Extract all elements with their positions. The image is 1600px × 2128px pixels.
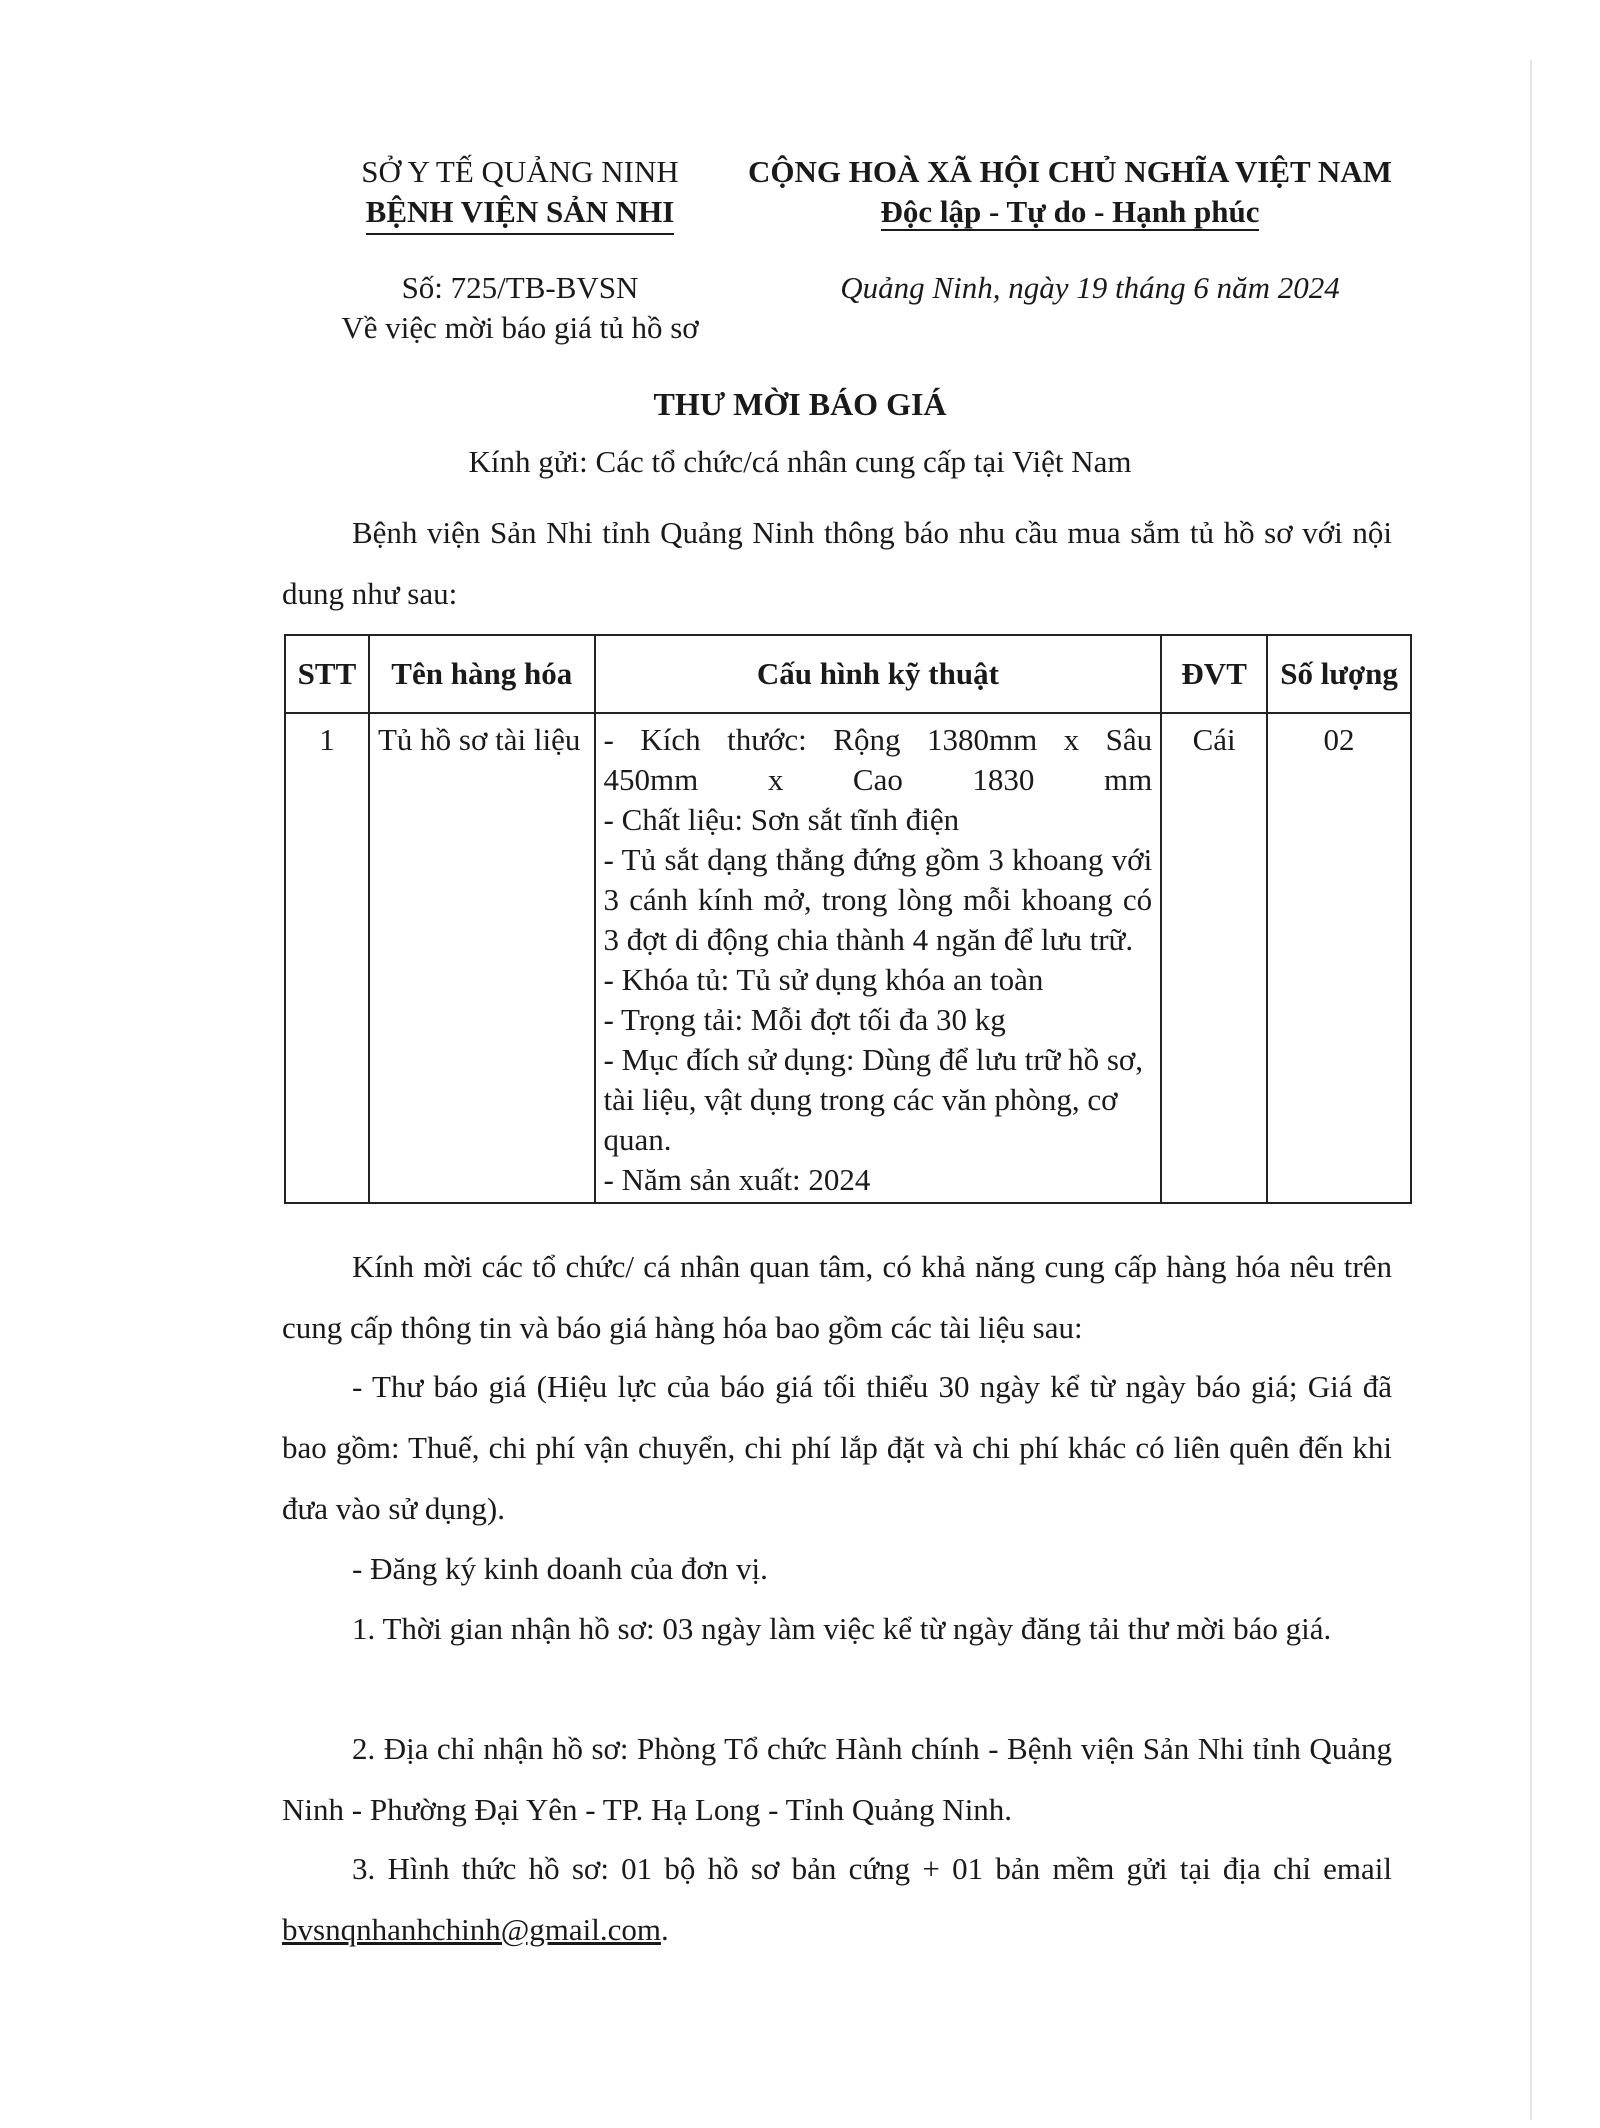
intro-text: Bệnh viện Sản Nhi tỉnh Quảng Ninh thông báo nhu cầu mua sắm tủ hồ sơ với nội dung như sau: <box>282 515 1392 611</box>
header-name: Tên hàng hóa <box>369 635 595 713</box>
table-row <box>285 713 1411 1203</box>
table-header-row <box>285 635 1411 713</box>
document-title: THƯ MỜI BÁO GIÁ <box>653 386 947 422</box>
header-stt: STT <box>285 635 369 713</box>
invite-paragraph <box>282 1236 1392 1358</box>
point-3-text: 3. Hình thức hồ sơ: 01 bộ hồ sơ bản cứng + 01 bản mềm gửi tại địa chỉ email <box>352 1851 1392 1886</box>
spec-line: - Khóa tủ: Tủ sử dụng khóa an toàn <box>603 962 1044 997</box>
spec-line: - Kích thước: Rộng 1380mm x Sâu <box>603 722 1153 757</box>
point-2-text: 2. Địa chỉ nhận hồ sơ: Phòng Tổ chức Hành chính - Bệnh viện Sản Nhi tỉnh Quảng Ninh - Phường Đại Yên - TP. Hạ Long - Tỉnh Quảng Ninh. <box>282 1731 1392 1827</box>
cell-spec <box>595 713 1162 1203</box>
cell-quantity: 02 <box>1267 713 1411 1203</box>
hospital-name: BỆNH VIỆN SẢN NHI <box>366 192 675 235</box>
spec-line: - Trọng tải: Mỗi đợt tối đa 30 kg <box>603 1002 1006 1037</box>
point-2 <box>282 1718 1392 1840</box>
cell-item-name: Tủ hồ sơ tài liệu <box>369 713 595 1203</box>
spec-line: - Năm sản xuất: 2024 <box>603 1162 871 1197</box>
header-quantity: Số lượng <box>1267 635 1411 713</box>
cell-unit: Cái <box>1161 713 1267 1203</box>
document-item-2-text: - Đăng ký kinh doanh của đơn vị. <box>352 1551 768 1586</box>
spec-line: 450mm x Cao 1830 mm <box>603 762 1153 797</box>
invite-text: Kính mời các tổ chức/ cá nhân quan tâm, có khả năng cung cấp hàng hóa nêu trên cung cấp thông tin và báo giá hàng hóa bao gồm các tài liệu sau: <box>282 1249 1392 1345</box>
document-subject: Về việc mời báo giá tủ hồ sơ <box>341 310 699 345</box>
national-heading <box>730 152 1410 232</box>
spec-line: - Tủ sắt dạng thẳng đứng gồm 3 khoang với 3 cánh kính mở, trong lòng mỗi khoang có 3 đợt di động chia thành 4 ngăn để lưu trữ. <box>603 842 1153 957</box>
email-link[interactable]: bvsnqnhanhchinh@gmail.com <box>282 1912 661 1947</box>
document-item-1 <box>282 1356 1392 1539</box>
cell-stt: 1 <box>285 713 369 1203</box>
point-1-text: 1. Thời gian nhận hồ sơ: 03 ngày làm việc kể từ ngày đăng tải thư mời báo giá. <box>352 1611 1332 1646</box>
header-spec: Cấu hình kỹ thuật <box>595 635 1162 713</box>
document-item-1-text: - Thư báo giá (Hiệu lực của báo giá tối thiểu 30 ngày kể từ ngày báo giá; Giá đã bao gồm: Thuế, chi phí vận chuyển, chi phí lắp đặt và chi phí khác có liên quên đến khi đưa vào sử dụng). <box>282 1369 1392 1526</box>
email-suffix: . <box>660 1912 669 1947</box>
header-unit: ĐVT <box>1161 635 1267 713</box>
spec-table <box>284 634 1412 1204</box>
country-name: CỘNG HOÀ XÃ HỘI CHỦ NGHĨA VIỆT NAM <box>748 154 1392 189</box>
spec-line: - Mục đích sử dụng: Dùng để lưu trữ hồ sơ, tài liệu, vật dụng trong các văn phòng, cơ quan. <box>603 1042 1144 1157</box>
place-date: Quảng Ninh, ngày 19 tháng 6 năm 2024 <box>840 270 1340 305</box>
department-name: SỞ Y TẾ QUẢNG NINH <box>361 154 679 189</box>
recipient: Kính gửi: Các tổ chức/cá nhân cung cấp tại Việt Nam <box>468 444 1132 479</box>
issuing-authority <box>330 152 710 235</box>
page-edge <box>1530 60 1532 2120</box>
point-3 <box>282 1838 1392 1960</box>
spec-line: - Chất liệu: Sơn sắt tĩnh điện <box>603 802 960 837</box>
national-motto: Độc lập - Tự do - Hạnh phúc <box>880 194 1260 229</box>
document-number: Số: 725/TB-BVSN <box>401 270 639 305</box>
document-item-2 <box>282 1538 1392 1599</box>
intro-paragraph <box>282 502 1392 624</box>
point-1 <box>282 1598 1392 1659</box>
document-reference <box>320 268 720 348</box>
